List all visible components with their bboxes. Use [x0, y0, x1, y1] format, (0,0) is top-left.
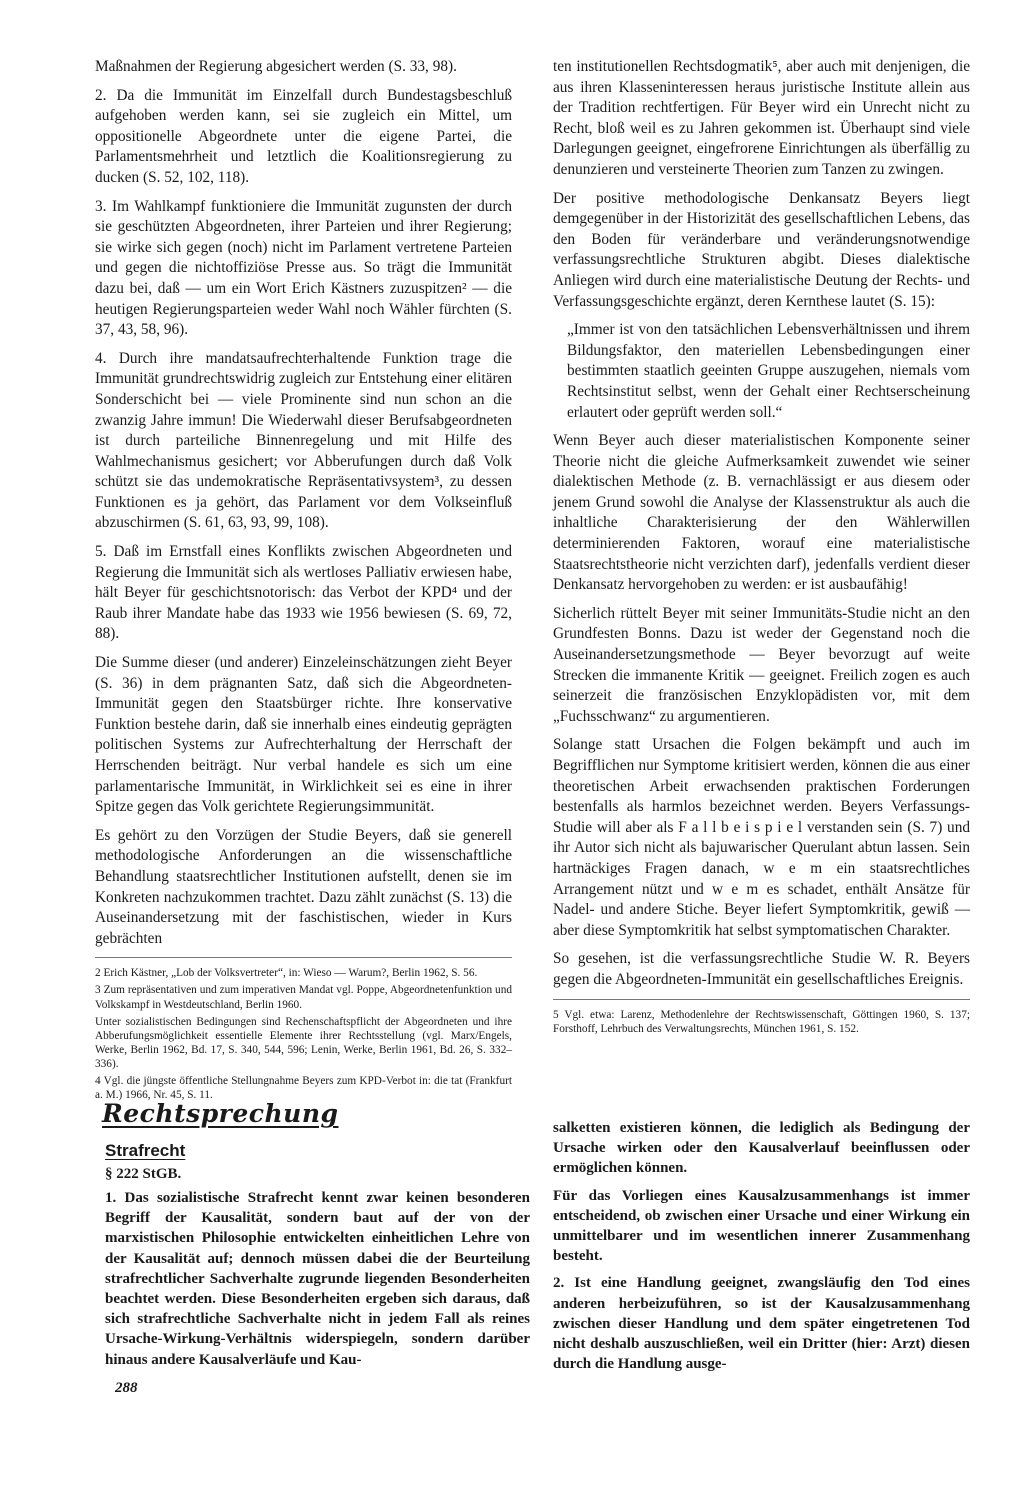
body-paragraph: 3. Im Wahlkampf funktioniere die Immunität zugunsten der durch sie geschützten Abgeordneten, ihrer Parteien und ihrer Regierung; sie wirke sich gegen (noch) nicht im Parlament vertretene Parteien und gegen die nichtoffiziöse Presse aus. So trägt die Immunität dazu bei, daß — um ein Wort Erich Kästners zuzuspitzen² — die heutigen Regierungsparteien weder Wahl noch Wähler fürchten (S. 37, 43, 58, 96). — [95, 197, 512, 339]
page-number: 288 — [115, 1380, 138, 1396]
body-paragraph: Die Summe dieser (und anderer) Einzeleinschätzungen zieht Beyer (S. 36) in dem prägnanten Satz, daß sich die Abgeordneten-Immunität gegen den Staatsbürger richte. Ihre konservative Funktion bestehe darin, daß sie innerhalb eines eindeutig geprägten politischen Systems zur Aufrechterhaltung der Herrschaft der Herrschenden beiträgt. Nur verbal handele es sich um eine parlamentarische Immunität, in Wirklichkeit sei es eine in ihrer Spitze gegen das Volk gerichtete Regierungsimmunität. — [95, 654, 512, 816]
category-heading: Strafrecht — [105, 1141, 186, 1160]
body-paragraph: Maßnahmen der Regierung abgesichert werden (S. 33, 98). — [95, 58, 457, 75]
body-paragraph: ten institutionellen Rechtsdogmatik⁵, aber auch mit denjenigen, die aus ihren Klasseninteressen heraus juristische Institute allein aus der Tradition rechtfertigen. Für Beyer wird ein Unrecht nicht zu Recht, bloß weil es zu Jahren gekommen ist. Überhaupt sind viele Darlegungen geeignet, eingefrorene Einrichtungen als überfällig zu denunzieren und versteinerte Theorien zum Tanzen zu zwingen. — [553, 58, 970, 178]
section-right — [553, 1118, 970, 1381]
statute-reference: § 222 StGB. — [105, 1166, 182, 1182]
section-rubric: Rechtsprechung — [102, 1099, 339, 1128]
body-paragraph: Es gehört zu den Vorzügen der Studie Beyers, daß sie generell methodologische Anforderungen an die wissenschaftliche Behandlung staatsrechtlicher Institutionen aufstellt, denen sie im Konkreten nachzukommen trachtet. Dazu zählt zunächst (S. 13) die Auseinandersetzung mit der faschistischen, wieder in Kurs gebrächten — [95, 826, 512, 947]
footnote: 5 Vgl. etwa: Larenz, Methodenlehre der Rechtswissenschaft, Göttingen 1960, S. 137; Forsthoff, Lehrbuch des Verwaltungsrechts, München 1961, S. 152. — [553, 1008, 970, 1035]
footnote-divider — [553, 999, 970, 1000]
footnote: 3 Zum repräsentativen und zum imperativen Mandat vgl. Poppe, Abgeordnetenfunktion und Volkskampf in Westdeutschland, Berlin 1960. — [95, 984, 512, 1011]
block-quote: „Immer ist von den tatsächlichen Lebensverhältnissen und ihrem Bildungsfaktor, den materiellen Lebensbedingungen einer bestimmten staatlich geeinten Gruppe auszugehen, niemals vom Rechtsinstitut selbst, wenn der Gehalt einer Rechtserscheinung erlautert oder geprüft werden soll.“ — [567, 321, 970, 421]
body-paragraph: Wenn Beyer auch dieser materialistischen Komponente seiner Theorie nicht die gleiche Aufmerksamkeit zuwendet wie seiner dialektischen Methode (z. B. vernachlässigt er aus diesem oder jenem Grund sowohl die Analyse der Klassenstruktur als auch die inhaltliche Charakterisierung der den Wählerwillen determinierenden Faktoren, worauf eine materialistische Staatsrechtstheorie nicht verzichten darf), jedenfalls verdient dieser Denkansatz hervorgehoben zu werden: er ist ausbaufähig! — [553, 432, 970, 594]
footnote-divider — [95, 957, 512, 958]
footnote: 4 Vgl. die jüngste öffentliche Stellungnahme Beyers zum KPD-Verbot in: die tat (Frankfurt a. M.) 1966, Nr. 45, S. 11. — [95, 1075, 512, 1102]
body-paragraph: Sicherlich rüttelt Beyer mit seiner Immunitäts-Studie nicht an den Grundfesten Bonns. Dazu ist weder der Gegenstand noch die Auseinandersetzungsmethode — Beyer bevorzugt auf weite Strecken die immanente Kritik — geeignet. Freilich zogen es auch seinerzeit die französischen Enzyklopädisten vor, mit dem „Fuchsschwanz“ zu argumentieren. — [553, 604, 970, 725]
footnote: Unter sozialistischen Bedingungen sind Rechenschaftspflicht der Abgeordneten und ihre Abberufungsmöglichkeit essentielle Elemente ihrer Rechtsstellung (vgl. Marx/Engels, Werke, Berlin 1962, Bd. 17, S. 340, 544, 596; Lenin, Werke, Berlin 1961, Bd. 26, S. 332–336). — [95, 1015, 512, 1070]
section-left — [102, 1098, 530, 1377]
headnote-paragraph: 1. Das sozialistische Strafrecht kennt zwar keinen besonderen Begriff der Kausalität, sondern baut auf der von der marxistischen Philosophie entwickelten einheitlichen Lehre von der Kausalität auf; dennoch müssen dabei die der Beurteilung strafrechtlicher Sachverhalte zugrunde liegenden Besonderheiten beachtet werden. Diese Besonderheiten ergeben sich daraus, daß sich strafrechtliche Sachverhalte nicht in jedem Fall als reines Ursache-Wirkung-Verhältnis widerspiegeln, sondern darüber hinaus andere Kausalverläufe und Kau- — [105, 1190, 530, 1368]
headnote-paragraph: Für das Vorliegen eines Kausalzusammenhangs ist immer entscheidend, ob zwischen einer Ursache und einer Wirkung ein unmittelbarer und im wesentlichen innerer Zusammenhang besteht. — [553, 1187, 970, 1265]
footnote: 2 Erich Kästner, „Lob der Volksvertreter“, in: Wieso — Warum?, Berlin 1962, S. 56. — [95, 967, 478, 980]
headnote-paragraph: 2. Ist eine Handlung geeignet, zwangsläufig den Tod eines anderen herbeizuführen, so ist der Kausalzusammenhang zwischen dieser Handlung und dem später eingetretenen Tod nicht deshalb auszuschließen, weil ein Dritter (hier: Arzt) diesen durch die Handlung ausge- — [553, 1275, 970, 1373]
body-paragraph: So gesehen, ist die verfassungsrechtliche Studie W. R. Beyers gegen die Abgeordneten-Immunität ein gesellschaftliches Ereignis. — [553, 950, 970, 988]
body-paragraph: 4. Durch ihre mandatsaufrechterhaltende Funktion trage die Immunität grundrechtswidrig zugleich zur Entstehung einer elitären Sonderschicht bei — viele Prominente sind nun schon an die zwanzig Jahre immun! Die Wiederwahl dieser Berufsabgeordneten ist durch parteiliche Binnenregelung und mit Hilfe des Wahlmechanismus gesichert; vor Abberufungen durch daß Volk schützt sie das undemokratische Repräsentativsystem³, zu dessen Funktionen es ja gehört, das Parlament vor dem Volkseinfluß abzuschirmen (S. 61, 63, 93, 99, 108). — [95, 349, 512, 532]
body-paragraph: 2. Da die Immunität im Einzelfall durch Bundestagsbeschluß aufgehoben werden kann, sei sie zugleich ein Mittel, um oppositionelle Abgeordnete unter die eigene Partei, die Parlamentsmehrheit und letztlich die Koalitionsregierung zu ducken (S. 52, 102, 118). — [95, 86, 512, 186]
right-column — [553, 57, 970, 1039]
headnote-paragraph: salketten existieren können, die lediglich als Bedingung der Ursache wirken oder den Kausalverlauf beeinflussen oder ermöglichen können. — [553, 1120, 970, 1177]
body-paragraph: 5. Daß im Ernstfall eines Konflikts zwischen Abgeordneten und Regierung die Immunität sich als wertloses Palliativ erwiesen habe, hält Beyer für geschichtsnotorisch: das Verbot der KPD⁴ und der Raub ihrer Mandate habe das 1933 wie 1956 bewiesen (S. 69, 72, 88). — [95, 543, 512, 643]
body-paragraph: Solange statt Ursachen die Folgen bekämpft und auch im Begrifflichen nur Symptome kritisiert werden, können die aus einer theoretischen Arbeit erwachsenden praktischen Forderungen bestenfalls als harmlos bezeichnet werden. Beyers Verfassungs-Studie will aber als F a l l b e i s p i e l verstanden sein (S. 7) und ihr Autor sich nicht als bajuwarischer Querulant abtun lassen. Sein hartnäckiges Fragen danach, w e m ein staatsrechtliches Arrangement nützt und w e m es schadet, enthält Ansätze für Nadel- und andere Stiche. Beyer liefert Symptomkritik, gewiß — aber diese Symptomkritik hat selbst symptomatischen Charakter. — [553, 736, 970, 939]
left-column — [95, 57, 512, 1105]
body-paragraph: Der positive methodologische Denkansatz Beyers liegt demgegenüber in der Historizität des gesellschaftlichen Lebens, das den Boden für veränderbare und veränderungsnotwendige verfassungsrechtliche Strukturen abgibt. Dieses dialektische Anliegen wird durch eine materialistische Deutung der Rechts- und Verfassungsgeschichte ergänzt, deren Kernthese lautet (S. 15): — [553, 189, 970, 310]
